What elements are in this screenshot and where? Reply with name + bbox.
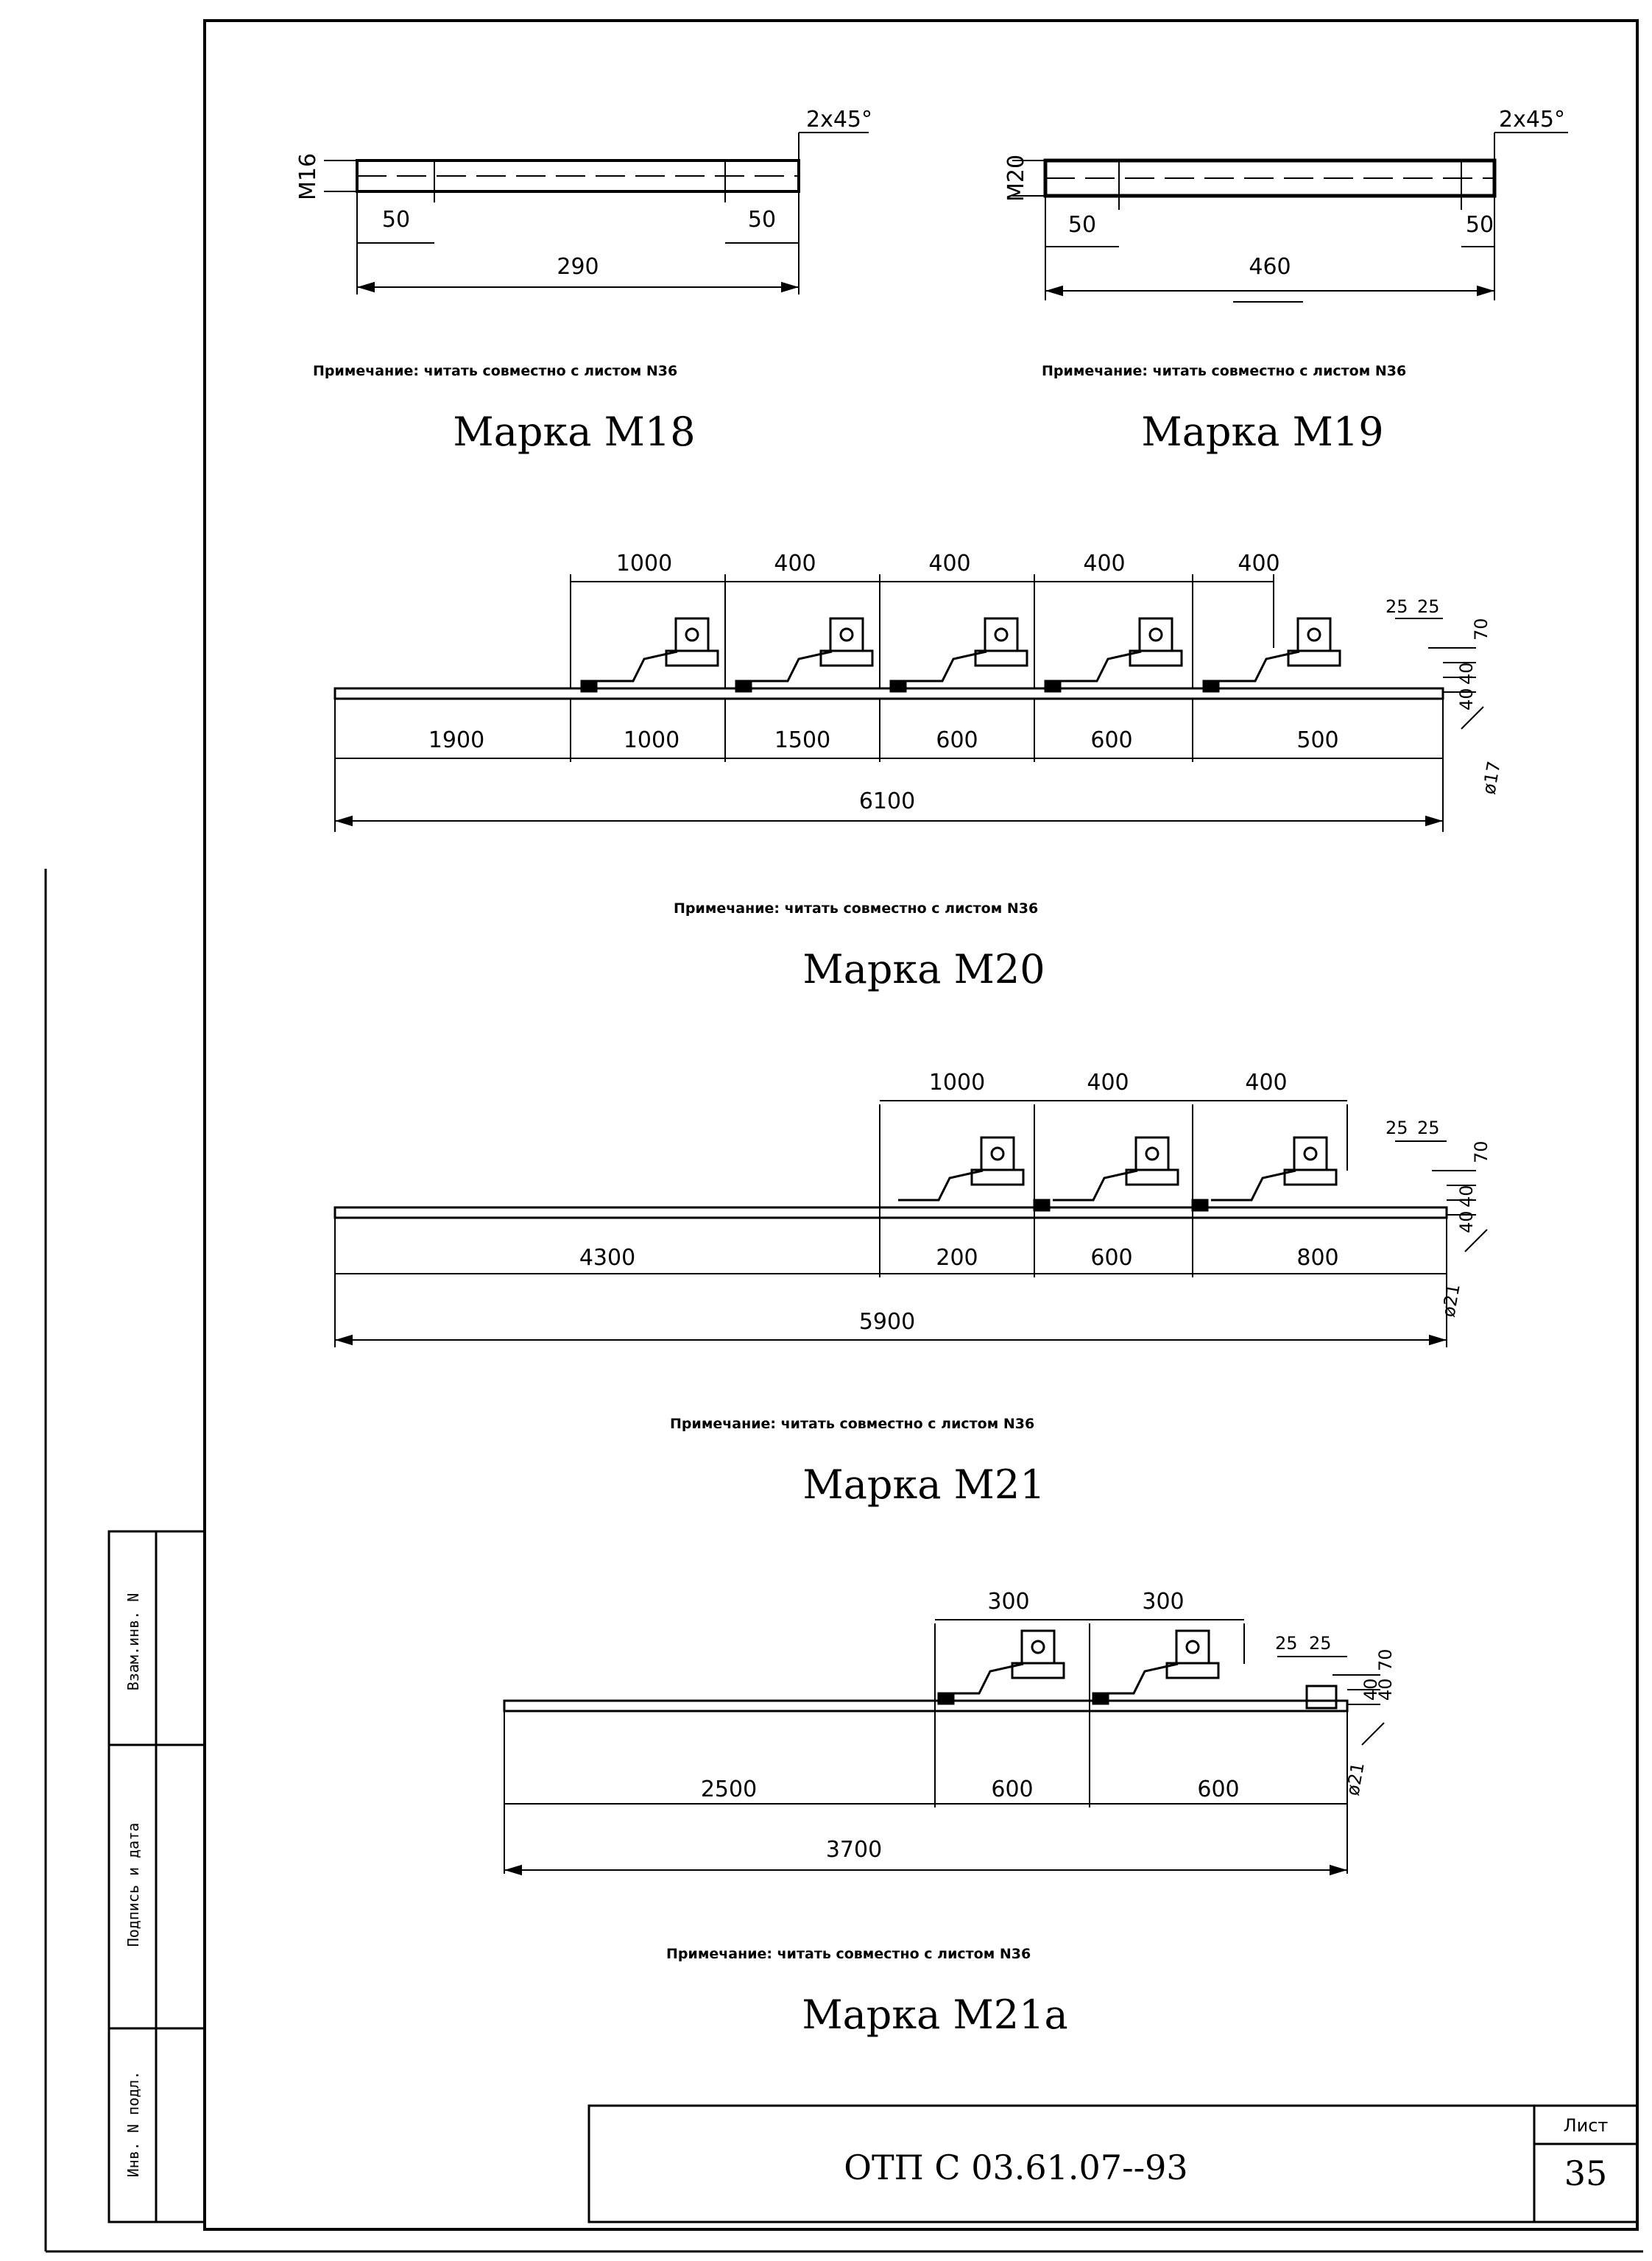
m21a-plate	[1093, 1631, 1218, 1704]
m21-plate	[1053, 1137, 1207, 1210]
m21-right-dim: 25	[1386, 1118, 1408, 1138]
sheet-number: 35	[1564, 2154, 1608, 2193]
m20-plate	[1045, 618, 1182, 691]
m21a-right-dim: 40	[1360, 1678, 1381, 1701]
m20-bottom-dim: 500	[1296, 727, 1339, 753]
m21-top-dim: 400	[1245, 1070, 1288, 1096]
m20-top-dim: 1000	[615, 551, 673, 576]
side-label-vzam: Взам.инв. N	[124, 1592, 142, 1691]
m20-top-dim: 400	[774, 551, 816, 576]
m20-bottom-dim: 600	[1090, 727, 1133, 753]
m21-plate	[898, 1137, 1049, 1210]
m19-chamfer: 2x45°	[1499, 107, 1566, 133]
m20-plate	[891, 618, 1027, 691]
m20-top-dim: 400	[1083, 551, 1126, 576]
m20-plate	[1204, 618, 1340, 691]
m20-plate	[736, 618, 872, 691]
side-table	[109, 1531, 205, 2222]
m18-note: Примечание: читать совместно с листом N36	[313, 363, 678, 379]
sheet-label: Лист	[1563, 2115, 1609, 2136]
m21-bottom-dim: 4300	[579, 1245, 636, 1271]
m20-top-dim: 400	[928, 551, 971, 576]
side-label-inv: Инв. N подл.	[124, 2070, 142, 2178]
m21a-top-dim: 300	[987, 1589, 1030, 1615]
m20-top-dim: 400	[1238, 551, 1280, 576]
m20-bottom-dim: 600	[936, 727, 978, 753]
m20-right-dim: 25	[1417, 596, 1440, 617]
m21-right-dim: 25	[1417, 1118, 1440, 1138]
m18-dim-left: 50	[381, 207, 411, 233]
m21a-right-dim: 25	[1309, 1633, 1332, 1654]
m19-dim-right: 50	[1465, 212, 1494, 238]
m20-right-dim: 70	[1471, 618, 1492, 641]
m19-note: Примечание: читать совместно с листом N36	[1042, 363, 1407, 379]
m20-right-dim: 25	[1386, 596, 1408, 617]
m18-diameter: M16	[295, 152, 321, 201]
m21a-title: Марка М21а	[802, 1992, 1068, 2038]
m21-plates	[898, 1137, 1336, 1210]
m21a-plate	[939, 1631, 1064, 1704]
m21-title: Марка М21	[802, 1461, 1045, 1508]
m20-note: Примечание: читать совместно с листом N36	[674, 900, 1039, 917]
m21-diameter: ø21	[1438, 1282, 1464, 1319]
m20-bottom-dim: 1500	[774, 727, 831, 753]
m20-right-dim: 40	[1456, 688, 1477, 710]
m20-total-dim: 6100	[858, 789, 916, 814]
m20-diameter: ø17	[1478, 759, 1505, 797]
m21-right-dim: 70	[1471, 1140, 1492, 1163]
m21a-note: Примечание: читать совместно с листом N36	[666, 1946, 1031, 1962]
m20-plate	[582, 618, 718, 691]
m21-total-dim: 5900	[858, 1309, 916, 1335]
document-code: ОТП С 03.61.07--93	[844, 2148, 1188, 2187]
m19-dim-total: 460	[1249, 254, 1291, 280]
m20-title: Марка М20	[802, 946, 1045, 992]
m21-top-dim: 1000	[928, 1070, 986, 1096]
side-label-podpis: Подпись и дата	[124, 1822, 142, 1947]
m18-chamfer: 2x45°	[806, 107, 873, 133]
m20-bottom-dim: 1900	[428, 727, 485, 753]
m21a-right-dim: 25	[1275, 1633, 1298, 1654]
m19-dim-left: 50	[1067, 212, 1097, 238]
m19-title: Марка М19	[1141, 409, 1384, 455]
m18-dim-right: 50	[747, 207, 777, 233]
m21-right-dim: 40	[1456, 1185, 1477, 1207]
m18-title: Марка М18	[453, 409, 696, 455]
m21a-right-dim: 40	[1375, 1678, 1396, 1701]
m19-diameter: M20	[1003, 154, 1029, 202]
m20-plates	[582, 618, 1340, 691]
m21a-bottom-dim: 2500	[700, 1777, 758, 1802]
m21-right-dim: 40	[1456, 1210, 1477, 1233]
m21a-anchor-drawing	[504, 1620, 1384, 1874]
m21-plate	[1211, 1137, 1336, 1200]
m21a-diameter: ø21	[1342, 1760, 1369, 1798]
m20-right-dim: 40	[1456, 662, 1477, 685]
m21-bottom-dim: 200	[936, 1245, 978, 1271]
m21a-bottom-dim: 600	[991, 1777, 1034, 1802]
m21a-right-dim: 70	[1375, 1648, 1396, 1671]
m20-bottom-dim: 1000	[623, 727, 680, 753]
m21a-top-dim: 300	[1142, 1589, 1185, 1615]
m18-dim-total: 290	[557, 254, 599, 280]
m21-bottom-dim: 600	[1090, 1245, 1133, 1271]
m21-note: Примечание: читать совместно с листом N36	[670, 1416, 1035, 1432]
m21-bottom-dim: 800	[1296, 1245, 1339, 1271]
m21-top-dim: 400	[1087, 1070, 1129, 1096]
m21a-total-dim: 3700	[825, 1837, 883, 1863]
m21a-bottom-dim: 600	[1197, 1777, 1240, 1802]
